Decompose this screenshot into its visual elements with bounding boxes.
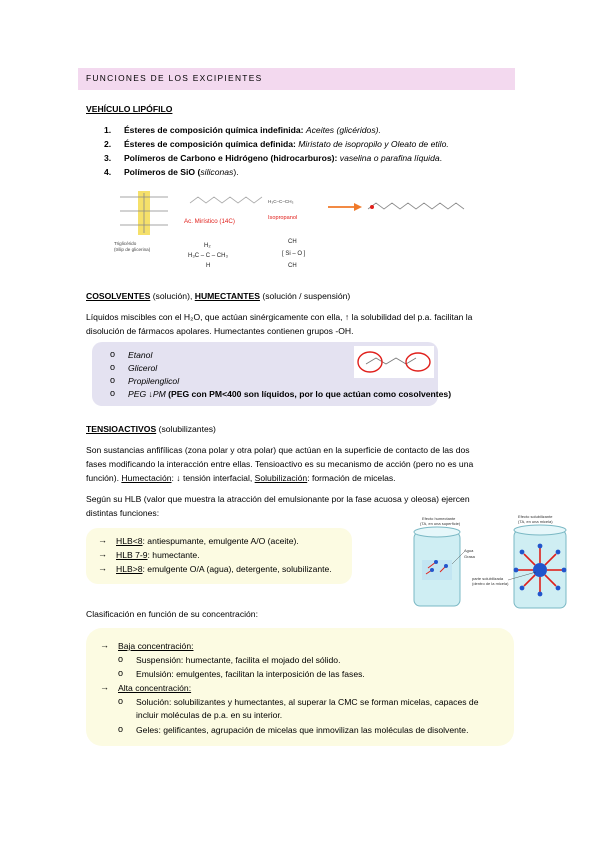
fig-label: Grasa [464, 554, 475, 559]
cosolventes-list-box [92, 342, 452, 406]
cosolventes-heading [86, 290, 350, 303]
item-lead: Ésteres de composición química indefinida: [123, 125, 306, 135]
arrow-icon: → [98, 549, 107, 559]
clasificacion-box [86, 628, 514, 746]
item-tail: ). [233, 167, 239, 177]
bullet-icon: o [110, 349, 116, 359]
h-label: H [206, 263, 211, 269]
cosolvente-item-3: Propilenglicol [128, 376, 180, 386]
fig-label: Efecto solubilizante [518, 514, 553, 519]
myristic-acid [184, 197, 262, 225]
arrow-icon: → [100, 682, 109, 692]
tensioactivos-para2-line1: Según su HLB (valor que muestra la atracción del emulsionante por la fase acuosa y oleosa) ejercen [86, 494, 470, 504]
bullet-icon: o [110, 388, 116, 398]
triglyceride-label: Triglicérido [114, 241, 137, 246]
micelle-figure [400, 512, 580, 612]
section-title-band [78, 68, 515, 90]
heading-mid: (solución), [150, 291, 195, 301]
svg-text:H₃C–C–CH₃: H₃C–C–CH₃ [268, 199, 294, 204]
item-italic: Aceites (glicéridos). [305, 125, 381, 135]
hlb-text: : emulgente O/A (agua), detergente, solubilizante. [142, 564, 332, 574]
solubilizacion-term: Solubilización [254, 473, 308, 483]
cosolventes-title: COSOLVENTES [86, 291, 151, 301]
item-italic: siliconas [200, 167, 234, 177]
alta-item-2: Geles: gelificantes, agrupación de micelas que inmovilizan las moléculas de disolvente. [136, 725, 469, 735]
item-lead: Ésteres de composición química definida: [123, 139, 299, 149]
item-italic: Miristato de isopropilo y Oleato de etilo. [298, 139, 449, 149]
glycol-structure-figure [354, 346, 434, 378]
bullet-icon: o [110, 362, 116, 372]
humectacion-term: Humectación [121, 473, 172, 483]
heading-tail: (solubilizantes) [156, 424, 216, 434]
ch3-label: CH [288, 239, 297, 245]
vaseline-structure [188, 243, 228, 269]
text-part: función). [86, 473, 122, 483]
text-part: : formación de micelas. [307, 473, 396, 483]
hlb-box [86, 528, 352, 584]
item-number: 4. [104, 167, 112, 177]
cosolvente-item-2: Glicerol [128, 363, 158, 373]
silicone-structure [282, 239, 306, 269]
reaction-arrow [328, 203, 362, 211]
hlb-key: HLB>8 [116, 564, 143, 574]
fig-label: parte solubilizada [472, 576, 504, 581]
bullet-icon: o [118, 668, 124, 678]
bullet-icon: o [118, 724, 124, 734]
arrow-icon: → [98, 535, 107, 545]
cosolvente-item-4 [128, 388, 451, 401]
ch3b-label: CH [288, 263, 297, 269]
bullet-icon: o [110, 375, 116, 385]
item-number: 1. [104, 125, 112, 135]
beaker-left [414, 516, 476, 606]
humectantes-title: HUMECTANTES [194, 291, 260, 301]
arrow-icon: → [100, 640, 109, 650]
lipofilo-heading: VEHÍCULO LIPÓFILO [86, 104, 173, 114]
tensioactivos-heading [86, 423, 216, 436]
item-number: 3. [104, 153, 112, 163]
bullet-icon: o [118, 696, 124, 706]
hlb-text: : humectante. [147, 550, 200, 560]
hlb-text: : antiespumante, emulgente A/O (aceite). [142, 536, 299, 546]
triglyceride-label-2: (trilip de glicerina) [114, 247, 151, 252]
arrow-icon: → [98, 563, 107, 573]
item-tail: . [439, 153, 443, 163]
peg-label: PEG ↓PM [128, 389, 166, 399]
bullet-icon: o [118, 654, 124, 664]
myristic-acid-label: Ac. Mirístico (14C) [184, 218, 235, 225]
section-title: FUNCIONES DE LOS EXCIPIENTES [86, 73, 263, 83]
tensioactivos-para1-line1: Son sustancias anfifílicas (zona polar y otra polar) que actúan en la superficie de contacto de las dos [86, 445, 470, 455]
cosolvente-item-1: Etanol [128, 350, 153, 360]
hlb-key: HLB 7-9 [116, 550, 148, 560]
hlb-item-1 [116, 535, 299, 548]
hlb-key: HLB<8 [116, 536, 143, 546]
lipofilo-item-4 [104, 166, 239, 179]
isopropyl-myristate [368, 203, 464, 209]
fig-label: (TA, en una micela) [518, 519, 553, 524]
lipofilo-item-3 [104, 152, 442, 165]
item-lead: Polímeros de Carbono e Hidrógeno (hidrocarburos): [123, 153, 340, 163]
fig-label: Agua [464, 548, 474, 553]
fig-label: (dentro de la micela) [472, 581, 509, 586]
group-baja-title: Baja concentración: [118, 641, 194, 651]
cosolventes-para-1: Líquidos miscibles con el H₂O, que actúan sinérgicamente con ella, ↑ la solubilidad del p.a. facilitan la [86, 312, 473, 322]
isopropanol-label: Isopropanol [268, 215, 298, 221]
ch2-label: H₂ [204, 243, 211, 249]
heading-tail: (solución / suspensión) [259, 291, 351, 301]
hlb-item-3 [116, 563, 332, 576]
item-number: 2. [104, 139, 112, 149]
si-label: [ Si – O ] [282, 251, 306, 257]
hlb-item-2 [116, 549, 200, 562]
item-italic: vaselina o parafina líquida [339, 153, 440, 163]
chemistry-figure [110, 185, 470, 273]
alta-item-1-wrap: incluir moléculas de p.a. en su interior. [136, 710, 283, 720]
lipofilo-item-2 [104, 138, 449, 151]
tensioactivos-para2-line2: distintas funciones: [86, 508, 160, 518]
text-part: : ↓ tensión interfacial, [171, 473, 255, 483]
beaker-right [472, 514, 566, 608]
chain-label: H₃C – C – CH₃ [188, 253, 228, 259]
baja-item-2: Emulsión: emulgentes, facilitan la interposición de las fases. [136, 669, 365, 679]
fig-label: (TA, en una superficie) [420, 521, 461, 526]
triglyceride-structure [114, 191, 168, 252]
baja-item-1: Suspensión: humectante, facilita el mojado del sólido. [136, 655, 341, 665]
alta-item-1: Solución: solubilizantes y humectantes, al superar la CMC se forman micelas, capaces de [136, 697, 479, 707]
tensioactivos-para1-line3 [86, 472, 396, 485]
tensioactivos-para1-line2: fases modificando la interacción entre ellas. Tensioactivo es su mecanismo de acción (pero no es una [86, 459, 474, 469]
tensioactivos-title: TENSIOACTIVOS [86, 424, 157, 434]
peg-note: (PEG con PM<400 son líquidos, por lo que actúan como cosolventes) [165, 389, 452, 399]
clasificacion-heading: Clasificación en función de su concentración: [86, 609, 258, 619]
isopropanol [268, 199, 297, 221]
group-alta-title: Alta concentración: [118, 683, 192, 693]
item-lead: Polímeros de SiO ( [123, 167, 201, 177]
fig-label: Efecto humectante [422, 516, 456, 521]
cosolventes-para-2: disolución de fármacos apolares. Humectantes contienen grupos -OH. [86, 326, 354, 336]
lipofilo-item-1 [104, 124, 381, 137]
